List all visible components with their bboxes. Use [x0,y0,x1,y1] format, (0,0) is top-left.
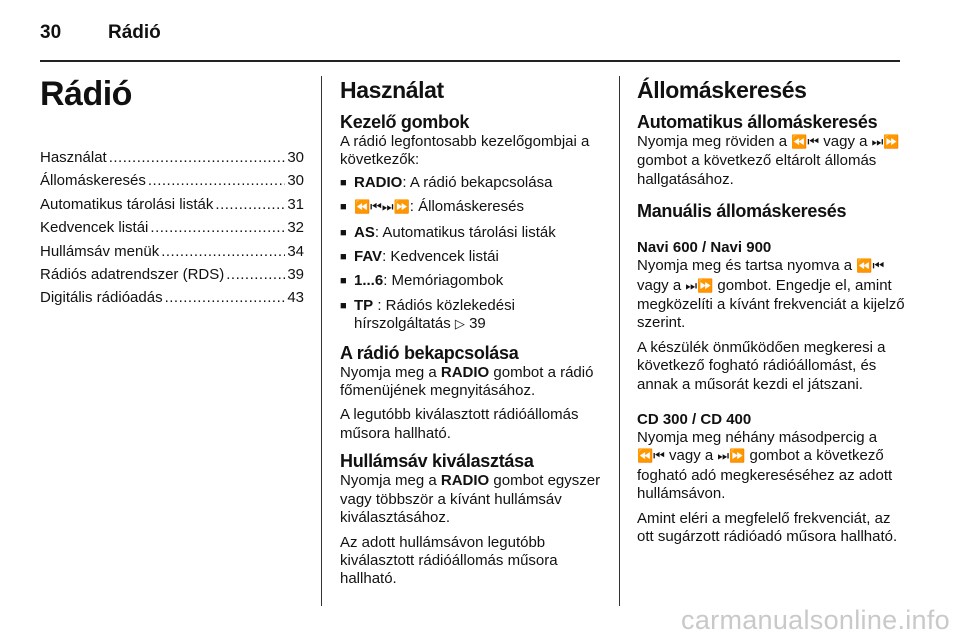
table-of-contents [40,146,304,310]
toc-entry[interactable] [40,240,304,263]
toc-leader [150,216,285,239]
column-station-search [637,74,907,547]
toc-leader [165,286,286,309]
subheading-manual-search: Manuális állomáskeresés [637,201,847,222]
key-label: TP [354,296,374,314]
page-reference[interactable]: 39 [469,315,486,333]
paragraph: A legutóbb kiválasztott rádióállomás műsora hallható. [340,406,579,442]
subheading-switch-on: A rádió bekapcsolása [340,342,519,363]
toc-page: 30 [287,149,304,166]
toc-label: Hullámsáv menük [40,242,160,260]
toc-entry[interactable] [40,216,304,239]
paragraph: Nyomja meg és tartsa nyomva a ⏪⏮ vagy a ⏭⏩ gombot. Engedje el, amint megközelíti a kívánt frekvenciát a kijelző szerint. [637,257,905,332]
toc-page: 34 [287,242,304,260]
key-label: RADIO [354,173,403,191]
header-rule [40,60,900,62]
key-label: AS [354,223,375,241]
column-divider [619,76,620,606]
toc-entry[interactable] [40,169,304,192]
toc-entry[interactable] [40,286,304,309]
running-title: Rádió [108,22,161,43]
seek-back-icon: ⏪⏮ [637,449,665,465]
page-number: 30 [40,22,62,43]
key-label: FAV [354,248,383,266]
toc-label: Digitális rádióadás [40,289,163,307]
column-usage [340,74,605,589]
toc-page: 32 [287,219,304,237]
paragraph: Amint eléri a megfelelő frekvenciát, az ott sugárzott rádióadó műsora hallható. [637,509,898,546]
column-divider [321,76,322,606]
key-label: RADIO [440,472,490,490]
paragraph: A készülék önműködően megkeresi a következő fogható rádióállomást, és annak a műsorát kezdi el játszani. [637,338,886,393]
toc-label: Használat [40,149,107,166]
paragraph: Nyomja meg röviden a ⏪⏮ vagy a ⏭⏩ gombot a következő eltárolt állomás hallgatásához. [637,133,900,188]
list-item: ■ FAV: Kedvencek listái [340,248,605,266]
section-title-usage: Használat [340,77,444,103]
subheading-cd: CD 300 / CD 400 [637,411,752,429]
key-label: 1...6 [354,272,384,290]
seek-back-icon: ⏪⏮ [791,135,820,150]
toc-leader [161,240,285,263]
toc-label: Automatikus tárolási listák [40,195,214,213]
list-item: ■ AS: Automatikus tárolási listák [340,224,605,242]
list-item: ■ RADIO: A rádió bekapcsolása [340,174,605,192]
list-item: ■ ⏪⏮⏭⏩: Állomáskeresés [340,198,605,217]
list-item: ■ TP : Rádiós közlekedési hírszolgáltatás ▷ 39 [340,297,605,335]
toc-label: Rádiós adatrendszer (RDS) [40,266,225,284]
column-chapter-toc [40,74,304,310]
controls-intro: A rádió legfontosabb kezelőgombjai a következők: [340,133,590,169]
seek-back-icon: ⏪⏮ [856,259,885,275]
paragraph: Nyomja meg a RADIO gombot egyszer vagy többször a kívánt hullámsáv kiválasztásához. [340,472,601,527]
seek-buttons-icon: ⏪⏮⏭⏩ [354,200,410,216]
toc-label: Kedvencek listái [40,219,149,237]
paragraph: Az adott hullámsávon legutóbb kiválasztott rádióállomás műsora hallható. [340,533,558,588]
list-item: ■ 1...6: Memóriagombok [340,272,605,290]
section-title-search: Állomáskeresés [637,77,807,103]
toc-page: 30 [287,172,304,190]
paragraph: Nyomja meg a RADIO gombot a rádió főmenüjének megnyitásához. [340,363,594,400]
paragraph: Nyomja meg néhány másodpercig a ⏪⏮ vagy a ⏭⏩ gombot a következő fogható adó megkereséséhez az adott hullámsávon. [637,429,893,503]
page-reference-icon: ▷ [454,317,465,333]
toc-entry[interactable] [40,193,304,216]
chapter-title: Rádió [40,75,132,113]
seek-forward-icon: ⏭⏩ [871,135,900,150]
seek-forward-icon: ⏭⏩ [717,449,746,465]
subheading-navi: Navi 600 / Navi 900 [637,239,772,257]
controls-list [340,174,605,335]
subheading-controls: Kezelő gombok [340,112,470,132]
toc-leader [109,146,286,169]
toc-page: 39 [287,266,304,284]
toc-leader [215,193,285,216]
toc-entry[interactable] [40,263,304,286]
watermark: carmanualsonline.info [681,605,950,635]
toc-page: 43 [287,289,304,307]
toc-leader [226,263,285,286]
toc-label: Állomáskeresés [40,172,146,190]
toc-leader [148,169,285,192]
toc-page: 31 [287,195,304,213]
subheading-band: Hullámsáv kiválasztása [340,451,534,472]
toc-entry[interactable] [40,146,304,169]
seek-forward-icon: ⏭⏩ [685,278,714,294]
subheading-auto-search: Automatikus állomáskeresés [637,112,878,132]
key-label: RADIO [440,363,490,381]
